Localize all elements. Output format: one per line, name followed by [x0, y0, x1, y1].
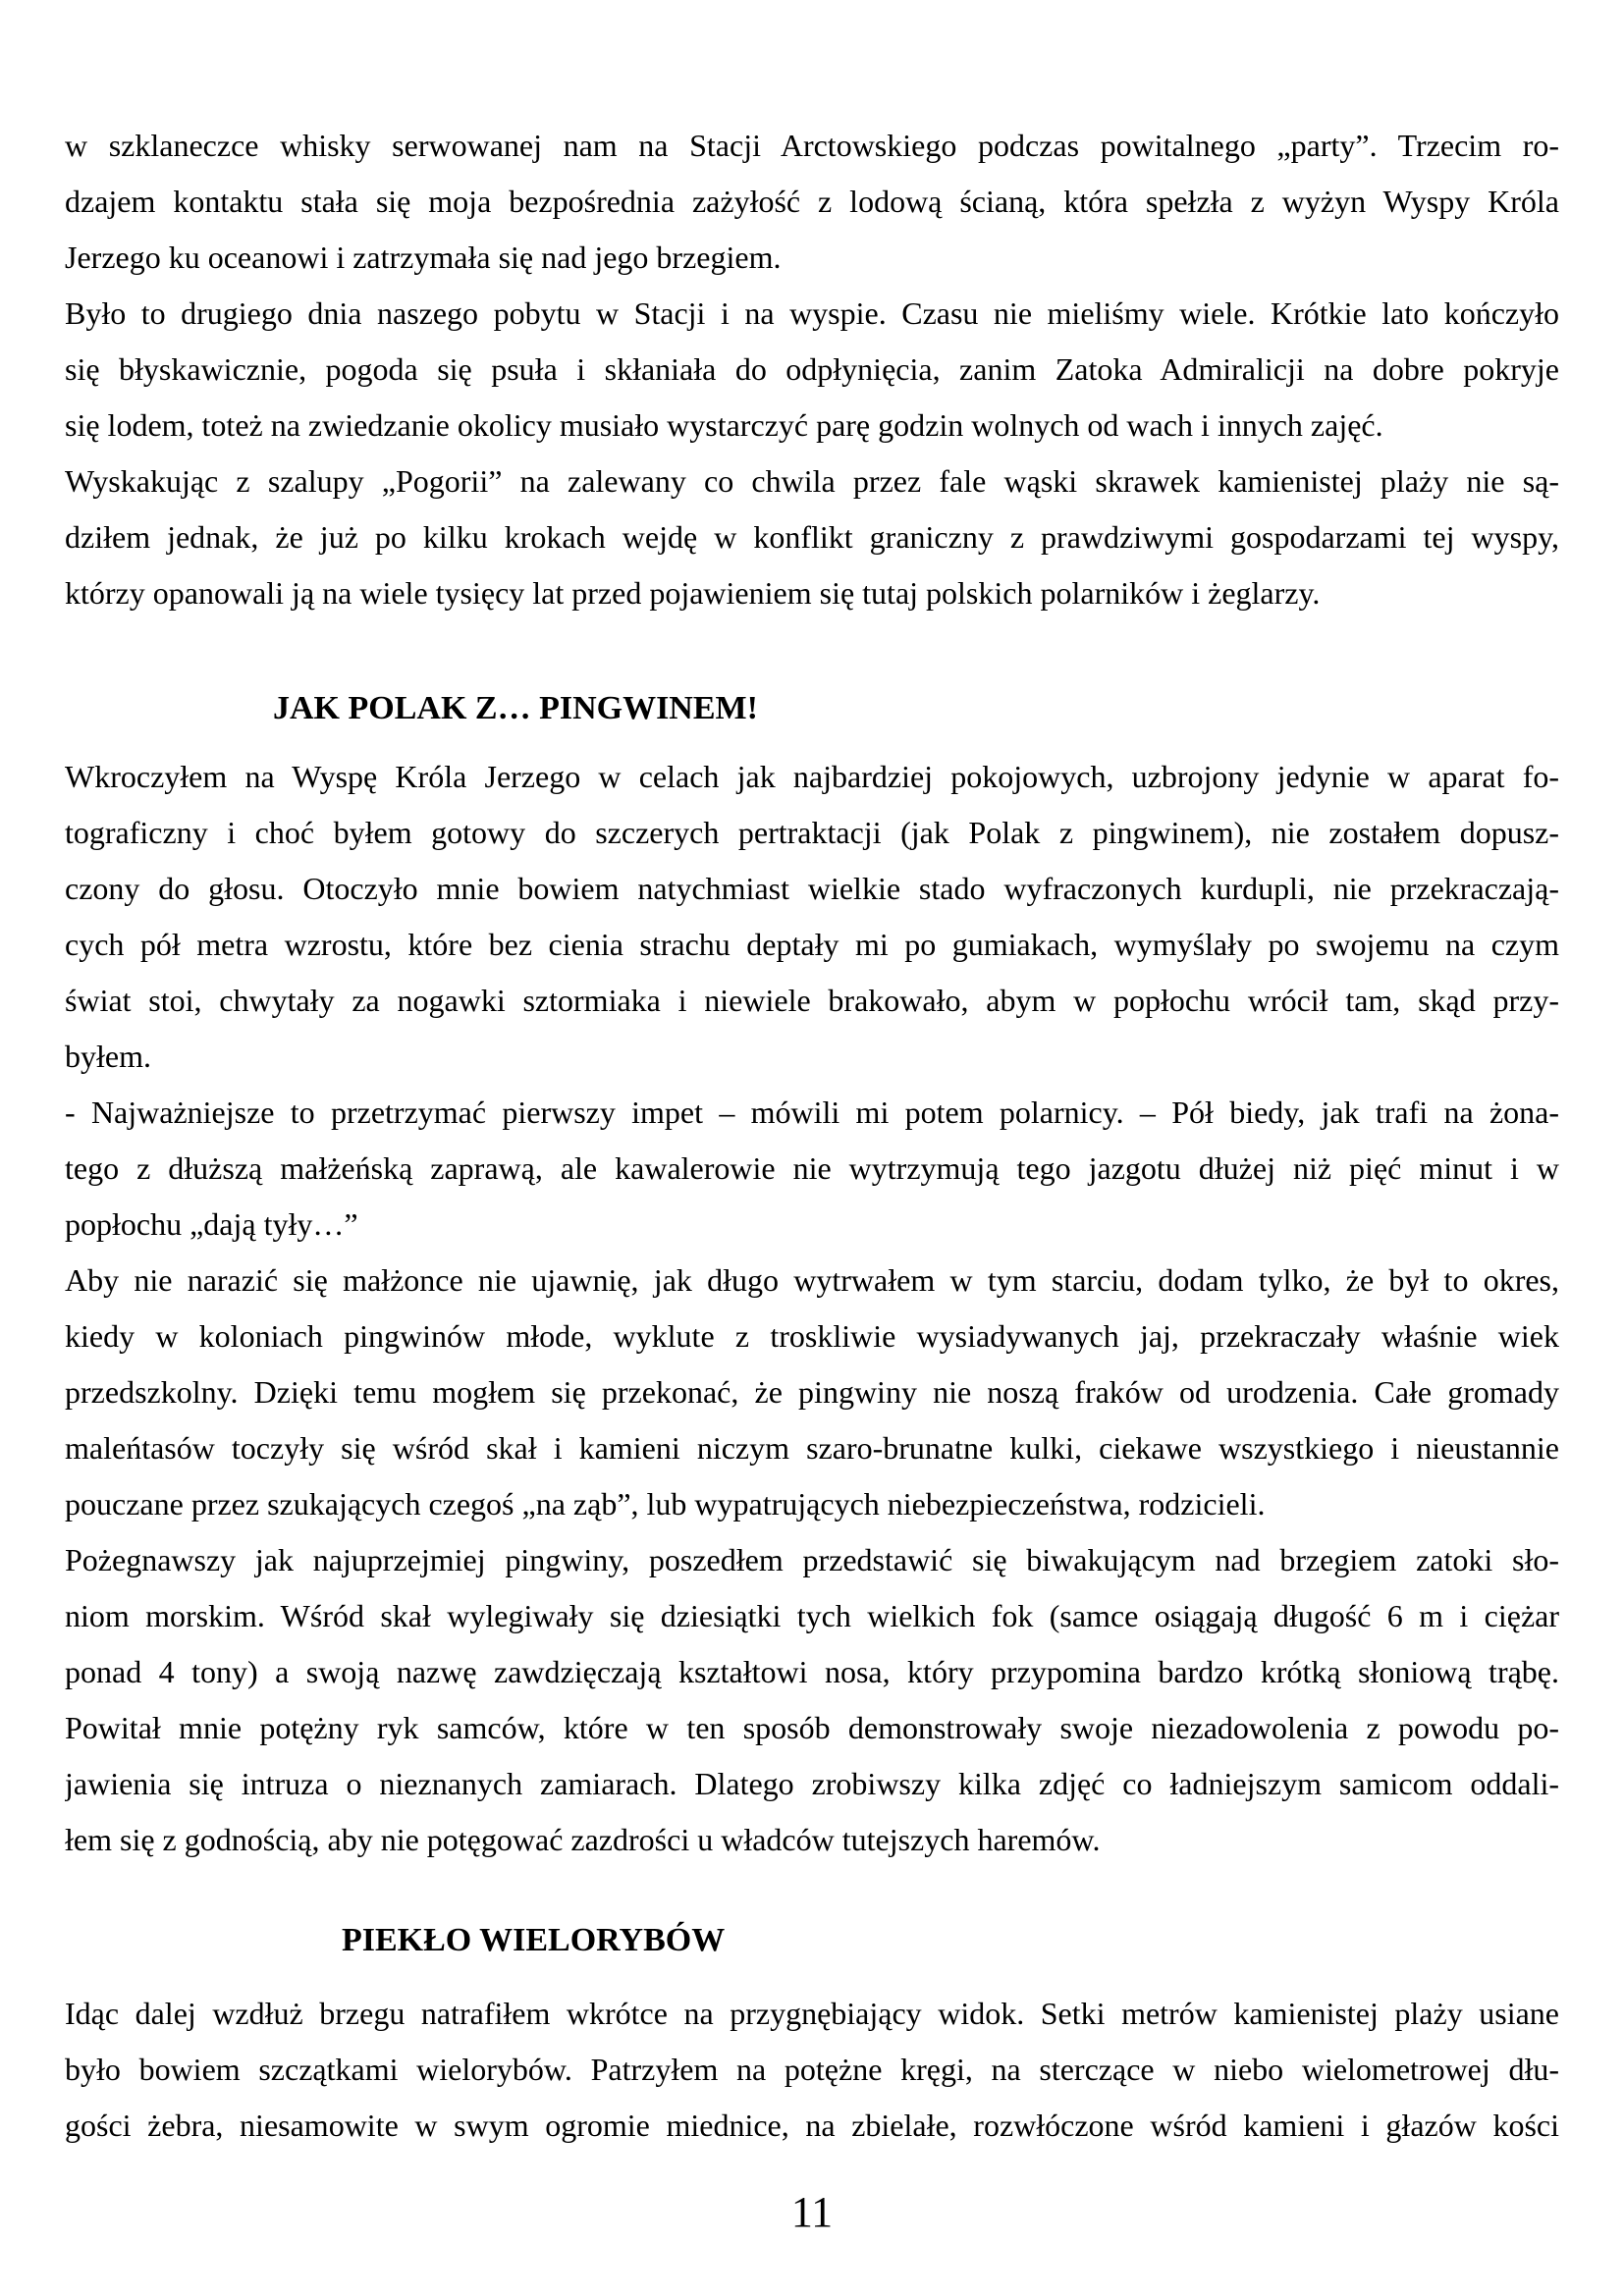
text-line: Powitał mnie potężny ryk samców, które w ten sposób demonstrowały swoje niezadowolenia z powodu po-: [65, 1710, 1559, 1745]
text-line: przedszkolny. Dzięki temu mogłem się przekonać, że pingwiny nie noszą fraków od urodzenia. Całe gromady: [65, 1374, 1559, 1410]
text-line: jawienia się intruza o nieznanych zamiarach. Dlatego zrobiwszy kilka zdjęć co ładniejszym samicom oddali-: [65, 1766, 1559, 1801]
text-line: maleńtasów toczyły się wśród skał i kamieni niczym szaro-brunatne kulki, ciekawe wszystkiego i nieustannie: [65, 1430, 1559, 1466]
text-line: popłochu „dają tyły…”: [65, 1206, 358, 1242]
section-heading-pieklo-wielorybow: PIEKŁO WIELORYBÓW: [342, 1922, 726, 1958]
text-line: kiedy w koloniach pingwinów młode, wyklute z troskliwie wysiadywanych jaj, przekraczały właśnie wiek: [65, 1318, 1559, 1354]
text-line: było bowiem szczątkami wielorybów. Patrzyłem na potężne kręgi, na sterczące w niebo wielometrowej dłu-: [65, 2052, 1559, 2087]
text-line: w szklaneczce whisky serwowanej nam na Stacji Arctowskiego podczas powitalnego „party”. Trzecim ro-: [65, 128, 1559, 163]
text-line: tograficzny i choć byłem gotowy do szczerych pertraktacji (jak Polak z pingwinem), nie zostałem dopusz-: [65, 815, 1559, 850]
paragraph: [65, 1253, 1559, 1532]
text-line: się błyskawicznie, pogoda się psuła i skłaniała do odpłynięcia, zanim Zatoka Admiralicji na dobre pokryje: [65, 351, 1559, 387]
text-line: dziłem jednak, że już po kilku krokach wejdę w konflikt graniczny z prawdziwymi gospodarzami tej wyspy,: [65, 519, 1559, 555]
section-heading-jak-polak-z-pingwinem: JAK POLAK Z… PINGWINEM!: [273, 690, 758, 726]
text-line: Wkroczyłem na Wyspę Króla Jerzego w celach jak najbardziej pokojowych, uzbrojony jedynie w aparat fo-: [65, 759, 1559, 794]
text-line: ponad 4 tony) a swoją nazwę zawdzięczają kształtowi nosa, który przypomina bardzo krótką słoniową trąbę.: [65, 1654, 1559, 1689]
paragraph: [65, 1986, 1559, 2154]
paragraph: [65, 749, 1559, 1085]
paragraph: [65, 454, 1559, 621]
text-line: łem się z godnością, aby nie potęgować zazdrości u władców tutejszych haremów.: [65, 1822, 1101, 1857]
text-line: Wyskakując z szalupy „Pogorii” na zalewany co chwila przez fale wąski skrawek kamienistej plaży nie są-: [65, 463, 1559, 499]
text-line: się lodem, toteż na zwiedzanie okolicy musiało wystarczyć parę godzin wolnych od wach i innych zajęć.: [65, 407, 1383, 443]
text-line: cych pół metra wzrostu, które bez cienia strachu deptały mi po gumiakach, wymyślały po swojemu na czym: [65, 927, 1559, 962]
text-line: Idąc dalej wzdłuż brzegu natrafiłem wkrótce na przygnębiający widok. Setki metrów kamienistej plaży usiane: [65, 1996, 1559, 2031]
text-line: - Najważniejsze to przetrzymać pierwszy impet – mówili mi potem polarnicy. – Pół biedy, jak trafi na żona-: [65, 1095, 1559, 1130]
text-line: Aby nie narazić się małżonce nie ujawnię, jak długo wytrwałem w tym starciu, dodam tylko, że był to okres,: [65, 1262, 1559, 1298]
text-line: świat stoi, chwytały za nogawki sztormiaka i niewiele brakowało, abym w popłochu wrócił tam, skąd przy-: [65, 983, 1559, 1018]
paragraph: [65, 118, 1559, 286]
text-line: tego z dłuższą małżeńską zaprawą, ale kawalerowie nie wytrzymują tego jazgotu dłużej niż pięć minut i w: [65, 1150, 1559, 1186]
paragraph: [65, 286, 1559, 454]
text-line: Jerzego ku oceanowi i zatrzymała się nad jego brzegiem.: [65, 240, 782, 275]
text-line: którzy opanowali ją na wiele tysięcy lat przed pojawieniem się tutaj polskich polarników i żeglarzy.: [65, 575, 1321, 611]
text-line: byłem.: [65, 1039, 151, 1074]
paragraph: [65, 1532, 1559, 1868]
text-line: gości żebra, niesamowite w swym ogromie miednice, na zbielałe, rozwłóczone wśród kamieni i głazów kości: [65, 2108, 1559, 2143]
text-line: Było to drugiego dnia naszego pobytu w Stacji i na wyspie. Czasu nie mieliśmy wiele. Krótkie lato kończyło: [65, 295, 1559, 331]
text-line: czony do głosu. Otoczyło mnie bowiem natychmiast wielkie stado wyfraczonych kurdupli, nie przekraczają-: [65, 871, 1559, 906]
paragraph: [65, 1085, 1559, 1253]
text-line: niom morskim. Wśród skał wylegiwały się dziesiątki tych wielkich fok (samce osiągają długość 6 m i ciężar: [65, 1598, 1559, 1633]
text-line: pouczane przez szukających czegoś „na ząb”, lub wypatrujących niebezpieczeństwa, rodzicieli.: [65, 1486, 1266, 1522]
page-number: 11: [790, 2188, 834, 2236]
text-line: dzajem kontaktu stała się moja bezpośrednia zażyłość z lodową ścianą, która spełzła z wyżyn Wyspy Króla: [65, 184, 1559, 219]
text-line: Pożegnawszy jak najuprzejmiej pingwiny, poszedłem przedstawić się biwakującym nad brzegiem zatoki sło-: [65, 1542, 1559, 1577]
